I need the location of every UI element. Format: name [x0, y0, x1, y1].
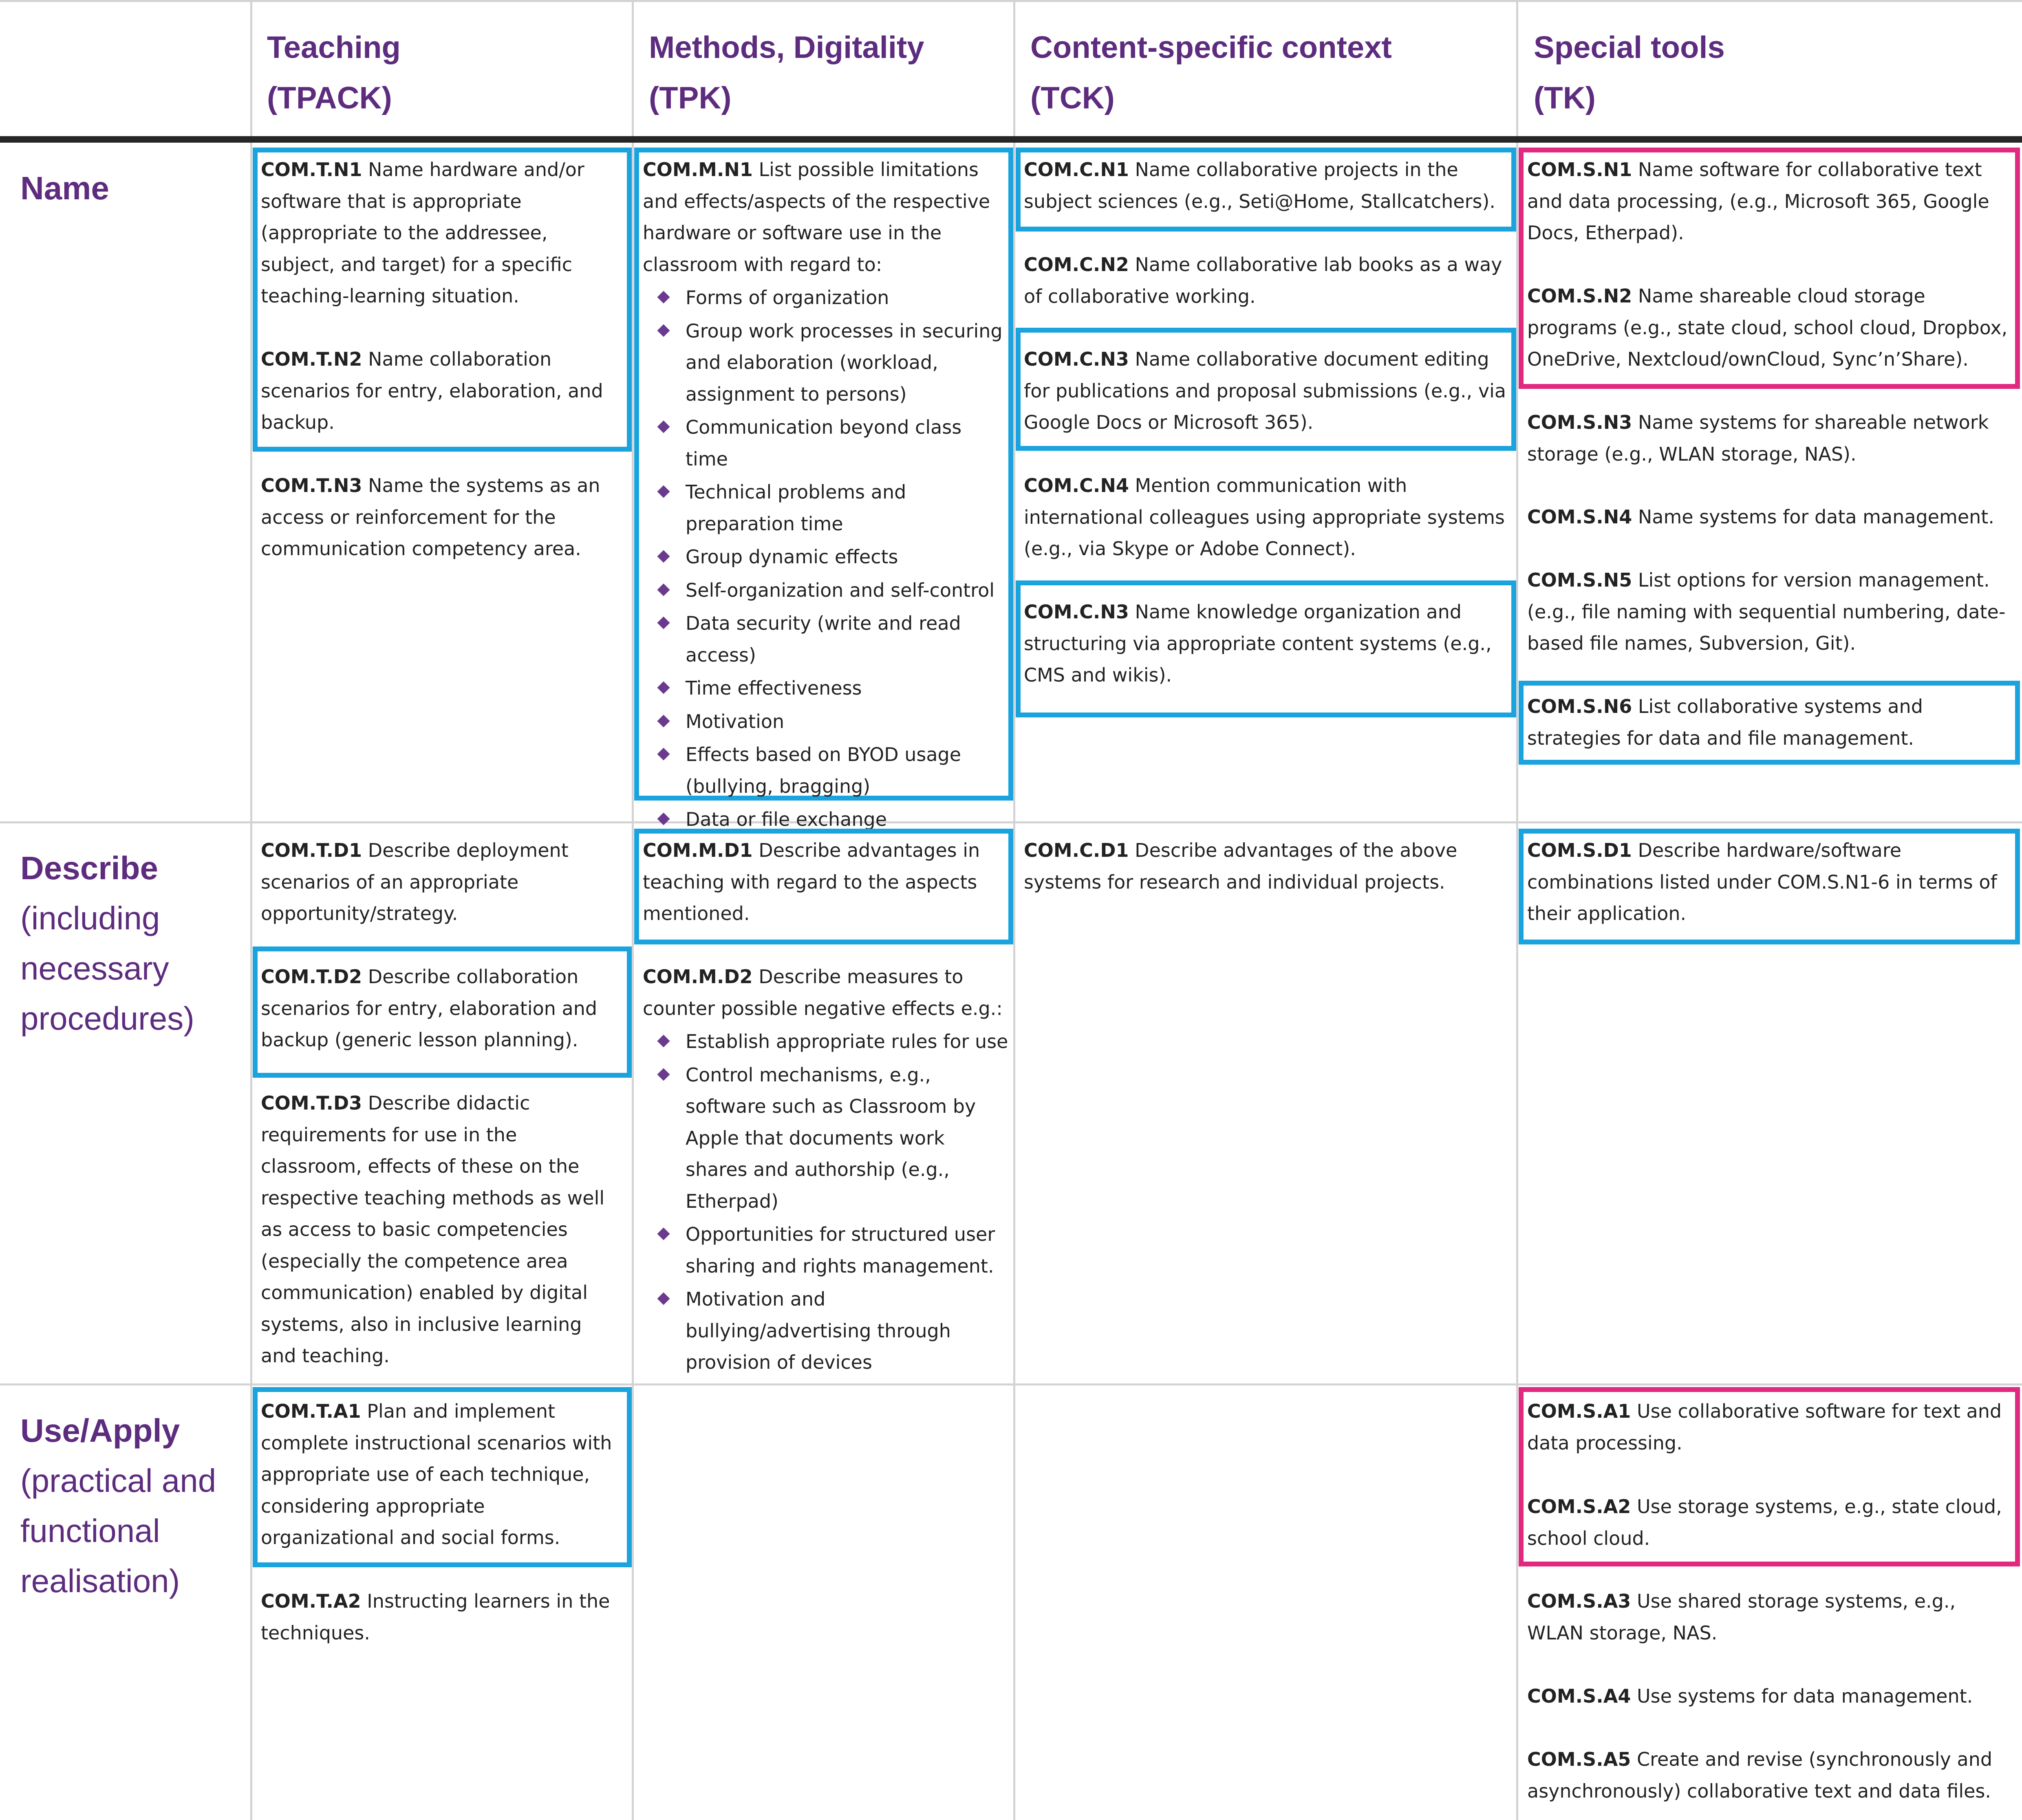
competency-text: Describe advantages in teaching with regard to the aspects mentioned.	[643, 839, 980, 924]
competency-text: Name collaborative document editing for publications and proposal submissions (e.g., via Google Docs or Microsoft 365).	[1024, 348, 1506, 433]
competency-text: Describe deployment scenarios of an appropriate opportunity/strategy.	[261, 839, 569, 924]
competency-text: List options for version management. (e.g., file naming with sequential numbering, date-based file names, Subversion, Git).	[1527, 569, 2006, 654]
column-header-tools	[1534, 22, 1725, 124]
bullet-text: Self-organization and self-control	[686, 579, 994, 601]
competency-item-c-n2	[1024, 249, 1511, 312]
competency-text: Name shareable cloud storage programs (e.g., state cloud, school cloud, Dropbox, OneDrive, Nextcloud/ownCloud, Sync’n’Share).	[1527, 285, 2008, 370]
diamond-bullet-icon	[657, 1227, 670, 1240]
competency-text: Name software for collaborative text and data processing, (e.g., Microsoft 365, Google Docs, Etherpad).	[1527, 159, 1989, 244]
bullet-text: Establish appropriate rules for use	[686, 1030, 1008, 1052]
competency-item-s-a4	[1527, 1681, 2012, 1712]
competency-item-m-d1	[643, 835, 1001, 930]
bullet-text: Data security (write and read access)	[686, 612, 961, 666]
competency-item-s-a3	[1527, 1586, 2012, 1649]
row-subtitle: procedures)	[20, 1000, 194, 1037]
competency-text: Instructing learners in the techniques.	[261, 1590, 610, 1644]
competency-text: Name collaborative lab books as a way of collaborative working.	[1024, 254, 1502, 307]
diamond-bullet-icon	[657, 550, 670, 563]
column-title: Special tools	[1534, 30, 1725, 65]
grid-line	[0, 821, 2022, 823]
diamond-bullet-icon	[657, 1035, 670, 1047]
diamond-bullet-icon	[657, 715, 670, 727]
row-subtitle: (including	[20, 900, 160, 936]
bullet-text: Opportunities for structured user sharing and rights management.	[686, 1223, 995, 1277]
bullet-list	[643, 282, 1010, 836]
competency-text: Plan and implement complete instructional scenarios with appropriate use of each technique, considering appropriate organizational and social forms.	[261, 1400, 612, 1549]
diamond-bullet-icon	[657, 681, 670, 694]
row-title: Use/Apply	[20, 1412, 180, 1449]
bullet-text: Effects based on BYOD usage (bullying, bragging)	[686, 743, 961, 797]
diamond-bullet-icon	[657, 748, 670, 760]
bullet-item	[643, 608, 1010, 671]
competency-item-s-n1	[1527, 154, 2012, 249]
competency-item-s-n6	[1527, 691, 2012, 754]
competency-code: COM.T.D1	[261, 839, 362, 861]
bullet-list	[643, 1026, 1010, 1379]
competency-code: COM.S.N4	[1527, 506, 1632, 528]
bullet-item	[643, 706, 1010, 738]
competency-text: Name knowledge organization and structuring via appropriate content systems (e.g., CMS and wikis).	[1024, 601, 1492, 686]
diamond-bullet-icon	[657, 583, 670, 596]
competency-text: Use shared storage systems, e.g., WLAN storage, NAS.	[1527, 1590, 1956, 1644]
competency-item-c-n3	[1024, 344, 1511, 439]
competency-code: COM.C.N4	[1024, 474, 1129, 496]
competency-code: COM.S.D1	[1527, 839, 1632, 861]
competency-code: COM.C.N1	[1024, 159, 1129, 181]
competency-item-s-a5	[1527, 1744, 2012, 1807]
competency-code: COM.C.N3	[1024, 348, 1129, 370]
header-divider	[0, 136, 2022, 143]
bullet-item	[643, 541, 1010, 573]
competency-text: Name collaboration scenarios for entry, elaboration, and backup.	[261, 348, 603, 433]
competency-item-s-n3	[1527, 407, 2012, 470]
competency-item-c-n3b	[1024, 596, 1511, 691]
competency-item-c-n1	[1024, 154, 1511, 217]
bullet-item	[643, 477, 1010, 540]
competency-code: COM.S.N2	[1527, 285, 1632, 307]
column-header-methods	[649, 22, 924, 124]
competency-code: COM.S.N5	[1527, 569, 1632, 591]
competency-code: COM.S.A5	[1527, 1748, 1631, 1770]
row-subtitle: (practical and	[20, 1463, 216, 1499]
competency-text: Describe didactic requirements for use in the classroom, effects of these on the respective teaching methods as well as access to basic competencies (especially the competence area communication) enabled by digital systems, also in inclusive learning and teaching.	[261, 1092, 605, 1367]
competency-code: COM.S.N6	[1527, 695, 1632, 717]
competency-text: List possible limitations and effects/aspects of the respective hardware or software use in the classroom with regard to:	[643, 159, 990, 276]
competency-code: COM.S.N1	[1527, 159, 1632, 181]
competency-text: Describe advantages of the above systems for research and individual projects.	[1024, 839, 1458, 893]
competency-text: List collaborative systems and strategies for data and file management.	[1527, 695, 1923, 749]
bullet-item	[643, 575, 1010, 607]
competency-code: COM.T.D3	[261, 1092, 362, 1114]
competency-code: COM.S.A2	[1527, 1496, 1631, 1518]
grid-line	[1013, 0, 1015, 1820]
competency-code: COM.M.N1	[643, 159, 753, 181]
bullet-text: Group dynamic effects	[686, 546, 898, 568]
bullet-item	[643, 1219, 1010, 1282]
competency-item-t-n2	[261, 344, 620, 439]
competency-text: Name the systems as an access or reinforcement for the communication competency area.	[261, 474, 600, 560]
competency-code: COM.C.D1	[1024, 839, 1129, 861]
competency-code: COM.M.D1	[643, 839, 753, 861]
row-header-name	[20, 163, 109, 213]
grid-line	[0, 1383, 2022, 1385]
competency-text: Describe collaboration scenarios for entry, elaboration and backup (generic lesson planning).	[261, 966, 598, 1051]
competency-item-m-d2	[643, 961, 1010, 1379]
competency-item-s-n4	[1527, 501, 2012, 533]
competency-item-s-n5	[1527, 565, 2012, 660]
bullet-text: Technical problems and preparation time	[686, 481, 906, 535]
diamond-bullet-icon	[657, 1292, 670, 1305]
competency-item-t-a1	[261, 1396, 620, 1554]
competency-code: COM.S.N3	[1527, 411, 1632, 433]
competency-item-t-d3	[261, 1088, 620, 1372]
bullet-item	[643, 315, 1010, 410]
competency-text: Describe measures to counter possible negative effects e.g.:	[643, 966, 1003, 1019]
grid-line	[250, 0, 252, 1820]
column-subtitle: (TPACK)	[267, 81, 392, 115]
bullet-text: Forms of organization	[686, 287, 889, 309]
row-header-describe	[20, 843, 194, 1043]
competency-item-t-d2	[261, 961, 620, 1056]
column-title: Content-specific context	[1030, 30, 1392, 65]
competency-code: COM.T.D2	[261, 966, 362, 988]
competency-item-t-n3	[261, 470, 620, 565]
competency-code: COM.M.D2	[643, 966, 753, 988]
row-subtitle: realisation)	[20, 1563, 180, 1599]
competency-code: COM.S.A3	[1527, 1590, 1631, 1612]
bullet-text: Group work processes in securing and elaboration (workload, assignment to persons)	[686, 320, 1003, 405]
bullet-item	[643, 412, 1010, 475]
row-header-use-apply	[20, 1405, 216, 1606]
competency-item-c-d1	[1024, 835, 1511, 898]
diamond-bullet-icon	[657, 324, 670, 337]
diamond-bullet-icon	[657, 291, 670, 303]
competency-item-s-n2	[1527, 280, 2012, 375]
row-subtitle: functional	[20, 1513, 160, 1549]
competency-code: COM.T.N1	[261, 159, 362, 181]
diamond-bullet-icon	[657, 420, 670, 433]
bullet-item	[643, 282, 1010, 314]
competency-text: Name systems for shareable network storage (e.g., WLAN storage, NAS).	[1527, 411, 1989, 465]
competency-text: Create and revise (synchronously and asynchronously) collaborative text and data files.	[1527, 1748, 1993, 1802]
diamond-bullet-icon	[657, 1068, 670, 1081]
diamond-bullet-icon	[657, 616, 670, 629]
grid-line	[1516, 0, 1518, 1820]
competency-code: COM.T.N2	[261, 348, 362, 370]
column-header-teaching	[267, 22, 401, 124]
bullet-item	[643, 1059, 1010, 1218]
competency-code: COM.T.A1	[261, 1400, 361, 1422]
column-title: Methods, Digitality	[649, 30, 924, 65]
row-subtitle: necessary	[20, 950, 169, 986]
bullet-text: Data or file exchange	[686, 808, 887, 830]
competency-item-s-a2	[1527, 1491, 2012, 1554]
column-subtitle: (TCK)	[1030, 81, 1115, 115]
bullet-item	[643, 673, 1010, 704]
competency-text: Use storage systems, e.g., state cloud, school cloud.	[1527, 1496, 2002, 1549]
competency-text: Use systems for data management.	[1636, 1685, 1973, 1707]
competency-code: COM.T.A2	[261, 1590, 361, 1612]
bullet-item	[643, 1026, 1010, 1058]
bullet-text: Control mechanisms, e.g., software such as Classroom by Apple that documents work shares and authorship (e.g., Etherpad)	[686, 1063, 976, 1212]
competency-code: COM.T.N3	[261, 474, 362, 496]
competency-item-c-n4	[1024, 470, 1511, 565]
column-subtitle: (TPK)	[649, 81, 732, 115]
competency-text: Name hardware and/or software that is appropriate (appropriate to the addressee, subject, and target) for a specific teaching-learning situation.	[261, 159, 584, 307]
competency-item-t-n1	[261, 154, 620, 312]
competency-item-m-n1	[643, 154, 1010, 836]
bullet-item	[643, 1284, 1010, 1379]
row-title: Describe	[20, 850, 158, 886]
bullet-text: Communication beyond class time	[686, 416, 962, 470]
bullet-item	[643, 739, 1010, 802]
bullet-text: Time effectiveness	[686, 677, 862, 699]
competency-text: Use collaborative software for text and data processing.	[1527, 1400, 2002, 1454]
row-title: Name	[20, 170, 109, 206]
competency-text: Mention communication with international colleagues using appropriate systems (e.g., via Skype or Adobe Connect).	[1024, 474, 1505, 560]
competency-item-s-d1	[1527, 835, 2012, 930]
competency-text: Name collaborative projects in the subject sciences (e.g., Seti@Home, Stallcatchers).	[1024, 159, 1496, 212]
competency-code: COM.C.N2	[1024, 254, 1129, 276]
competency-code: COM.S.A4	[1527, 1685, 1631, 1707]
diamond-bullet-icon	[657, 812, 670, 825]
competency-item-t-d1	[261, 835, 620, 930]
competency-code: COM.S.A1	[1527, 1400, 1631, 1422]
competency-item-t-a2	[261, 1586, 620, 1649]
competency-text: Describe hardware/software combinations listed under COM.S.N1-6 in terms of their application.	[1527, 839, 1997, 924]
column-header-content	[1030, 22, 1392, 124]
bullet-text: Motivation and bullying/advertising through provision of devices	[686, 1288, 951, 1373]
competency-text: Name systems for data management.	[1638, 506, 1994, 528]
diamond-bullet-icon	[657, 485, 670, 498]
competency-item-s-a1	[1527, 1396, 2012, 1459]
column-title: Teaching	[267, 30, 401, 65]
grid-line	[632, 0, 634, 1820]
grid-line	[0, 0, 2022, 2]
competency-code: COM.C.N3	[1024, 601, 1129, 623]
column-subtitle: (TK)	[1534, 81, 1596, 115]
bullet-text: Motivation	[686, 710, 785, 732]
